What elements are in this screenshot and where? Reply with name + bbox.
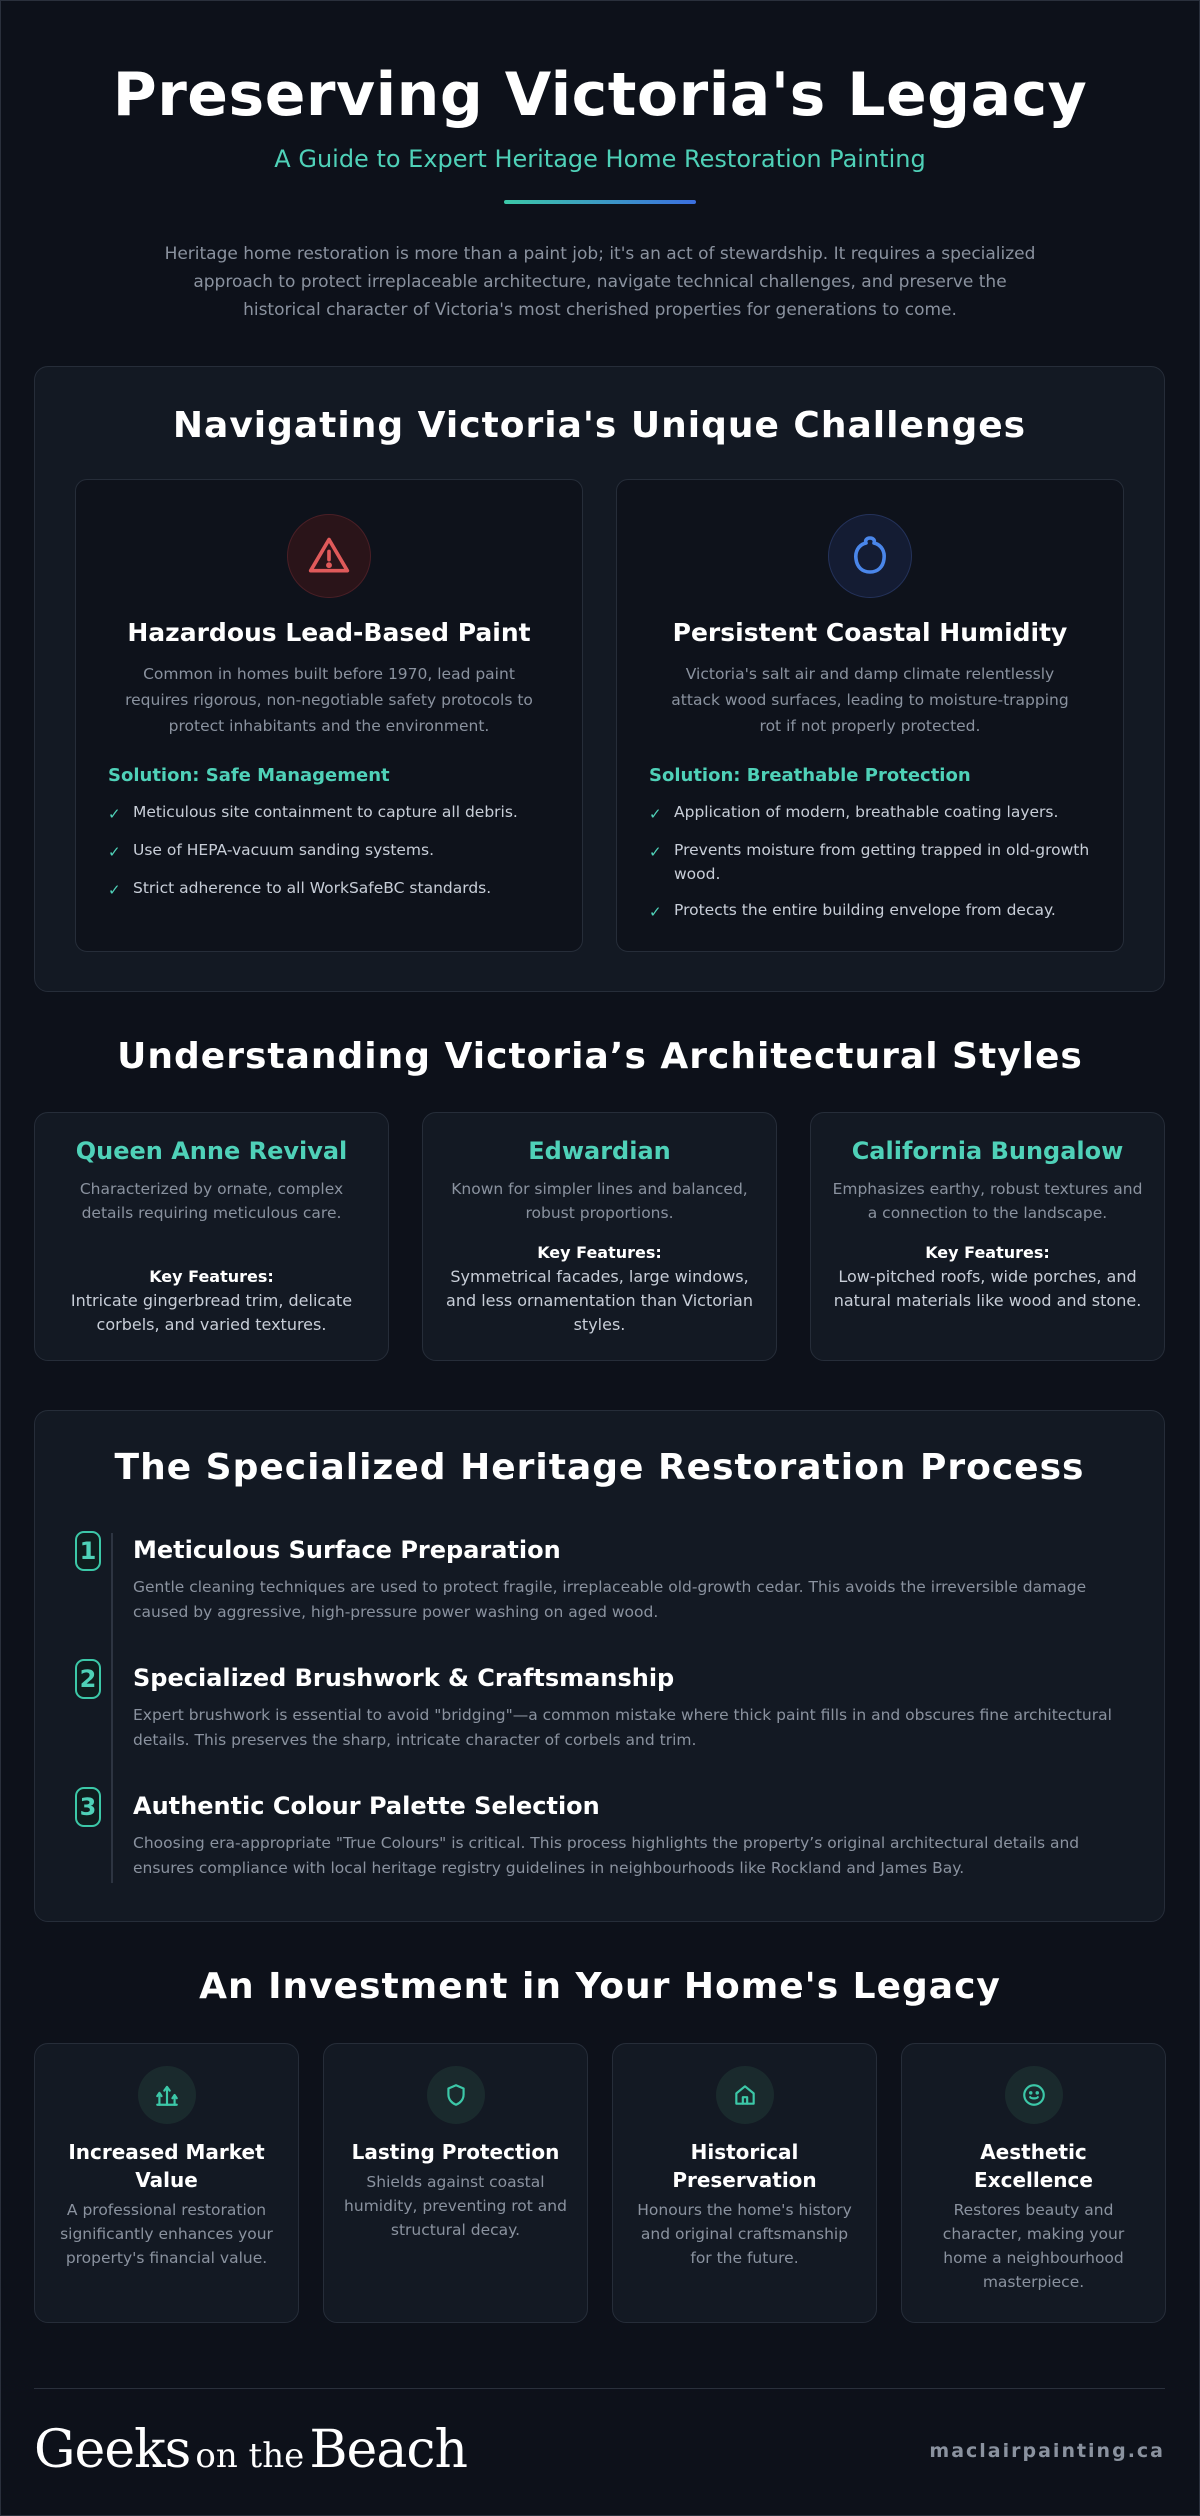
list-item: ✓ Prevents moisture from getting trapped in old-growth wood. [649, 838, 1091, 886]
challenge-heading: Persistent Coastal Humidity [672, 618, 1068, 647]
check-icon: ✓ [108, 881, 121, 899]
challenge-heading: Hazardous Lead-Based Paint [127, 618, 531, 647]
style-name: Queen Anne Revival [75, 1137, 348, 1165]
warning-triangle-icon [287, 514, 371, 598]
smile-icon [1005, 2066, 1063, 2124]
step-heading: Specialized Brushwork & Craftsmanship [133, 1664, 675, 1692]
benefit-text: Shields against coastal humidity, preventing rot and structural decay. [344, 2173, 567, 2239]
list-item: ✓ Use of HEPA-vacuum sanding systems. [108, 838, 550, 864]
check-icon: ✓ [649, 805, 662, 823]
process-section [34, 1410, 1165, 1922]
key-features-text: Symmetrical facades, large windows, and less ornamentation than Victorian styles. [446, 1267, 753, 1334]
benefit-text: Honours the home's history and original craftsmanship for the future. [637, 2201, 852, 2267]
step-text: Choosing era-appropriate "True Colours" is critical. This process highlights the property’s original architectural details and ensures compliance with local heritage registry guidelines in neighbourhoods like Rockland and James Bay. [133, 1834, 1080, 1877]
step-text: Expert brushwork is essential to avoid "bridging"—a common mistake where thick paint fills in and obscures fine architectural details. This preserves the sharp, intricate character of corbels and trim. [133, 1706, 1112, 1749]
check-icon: ✓ [108, 805, 121, 823]
website-url: maclairpainting.ca [929, 2440, 1165, 2462]
list-item: ✓ Application of modern, breathable coating layers. [649, 800, 1091, 826]
benefit-card-preservation [612, 2043, 877, 2323]
solution-title: Solution: Breathable Protection [649, 765, 971, 786]
style-name: Edwardian [528, 1137, 671, 1165]
solution-block [76, 765, 582, 902]
style-description: Characterized by ornate, complex details requiring meticulous care. [79, 1180, 344, 1222]
intro-paragraph: Heritage home restoration is more than a paint job; it's an act of stewardship. It requires a specialized approach to protect irreplaceable architecture, navigate technical challenges, and preserve the historical character of Victoria's most cherished properties for generations to come. [164, 244, 1036, 320]
page-subtitle: A Guide to Expert Heritage Home Restoration Painting [274, 145, 926, 173]
step-number-badge: 1 [75, 1531, 101, 1571]
challenges-title: Navigating Victoria's Unique Challenges [172, 405, 1027, 446]
step-number-badge: 2 [75, 1659, 101, 1699]
style-card-edwardian [422, 1112, 777, 1361]
key-features-text: Intricate gingerbread trim, delicate corbels, and varied textures. [70, 1291, 353, 1334]
check-icon: ✓ [649, 843, 662, 861]
solution-block [617, 765, 1123, 924]
investment-title: An Investment in Your Home's Legacy [199, 1966, 1001, 2007]
benefit-card-market-value [34, 2043, 299, 2323]
page-title: Preserving Victoria's Legacy [112, 60, 1088, 130]
key-features-text: Low-pitched roofs, wide porches, and natural materials like wood and stone. [833, 1267, 1142, 1310]
styles-title: Understanding Victoria’s Architectural Styles [117, 1036, 1083, 1077]
style-description: Emphasizes earthy, robust textures and a connection to the landscape. [832, 1180, 1143, 1222]
benefit-heading: Aesthetic Excellence [974, 2140, 1093, 2192]
style-card-california-bungalow [810, 1112, 1165, 1361]
benefit-heading: Increased Market Value [68, 2140, 265, 2192]
benefit-heading: Lasting Protection [351, 2140, 560, 2164]
benefit-heading: Historical Preservation [672, 2140, 817, 2192]
list-item: ✓ Meticulous site containment to capture all debris. [108, 800, 550, 826]
challenge-description: Victoria's salt air and damp climate relentlessly attack wood surfaces, leading to moisture-trapping rot if not properly protected. [671, 665, 1069, 735]
check-icon: ✓ [108, 843, 121, 861]
process-title: The Specialized Heritage Restoration Process [114, 1447, 1085, 1488]
solution-title: Solution: Safe Management [108, 765, 390, 786]
footer-divider [34, 2388, 1165, 2389]
step-text: Gentle cleaning techniques are used to protect fragile, irreplaceable old-growth cedar. This avoids the irreversible damage caused by aggressive, high-pressure power washing on aged wood. [133, 1578, 1087, 1621]
key-features-label: Key Features: [537, 1243, 662, 1262]
hero [0, 0, 1200, 324]
shield-icon [427, 2066, 485, 2124]
challenge-description: Common in homes built before 1970, lead paint requires rigorous, non-negotiable safety protocols to protect inhabitants and the environment. [125, 665, 533, 735]
droplet-icon [828, 514, 912, 598]
step-number-badge: 3 [75, 1787, 101, 1827]
key-features-label: Key Features: [925, 1243, 1050, 1262]
key-features-label: Key Features: [149, 1267, 274, 1286]
challenge-card-humidity [616, 479, 1124, 952]
rising-value-icon [138, 2066, 196, 2124]
step-heading: Authentic Colour Palette Selection [133, 1792, 600, 1820]
benefit-text: A professional restoration significantly enhances your property's financial value. [60, 2201, 273, 2267]
style-description: Known for simpler lines and balanced, robust proportions. [451, 1180, 748, 1222]
list-item: ✓ Strict adherence to all WorkSafeBC standards. [108, 876, 550, 902]
title-divider [504, 200, 696, 204]
style-name: California Bungalow [851, 1137, 1124, 1165]
benefit-card-aesthetic [901, 2043, 1166, 2323]
process-step [75, 1531, 1135, 1625]
step-heading: Meticulous Surface Preparation [133, 1536, 561, 1564]
benefit-card-protection [323, 2043, 588, 2323]
list-item: ✓ Protects the entire building envelope from decay. [649, 898, 1091, 924]
challenges-section [34, 366, 1165, 992]
style-card-queen-anne [34, 1112, 389, 1361]
challenge-card-lead-paint [75, 479, 583, 952]
check-icon: ✓ [649, 903, 662, 921]
process-step [75, 1787, 1135, 1881]
home-icon [716, 2066, 774, 2124]
benefit-text: Restores beauty and character, making your home a neighbourhood masterpiece. [942, 2201, 1125, 2291]
process-step [75, 1659, 1135, 1753]
company-logo: Geeks on the Beach [34, 2420, 467, 2480]
